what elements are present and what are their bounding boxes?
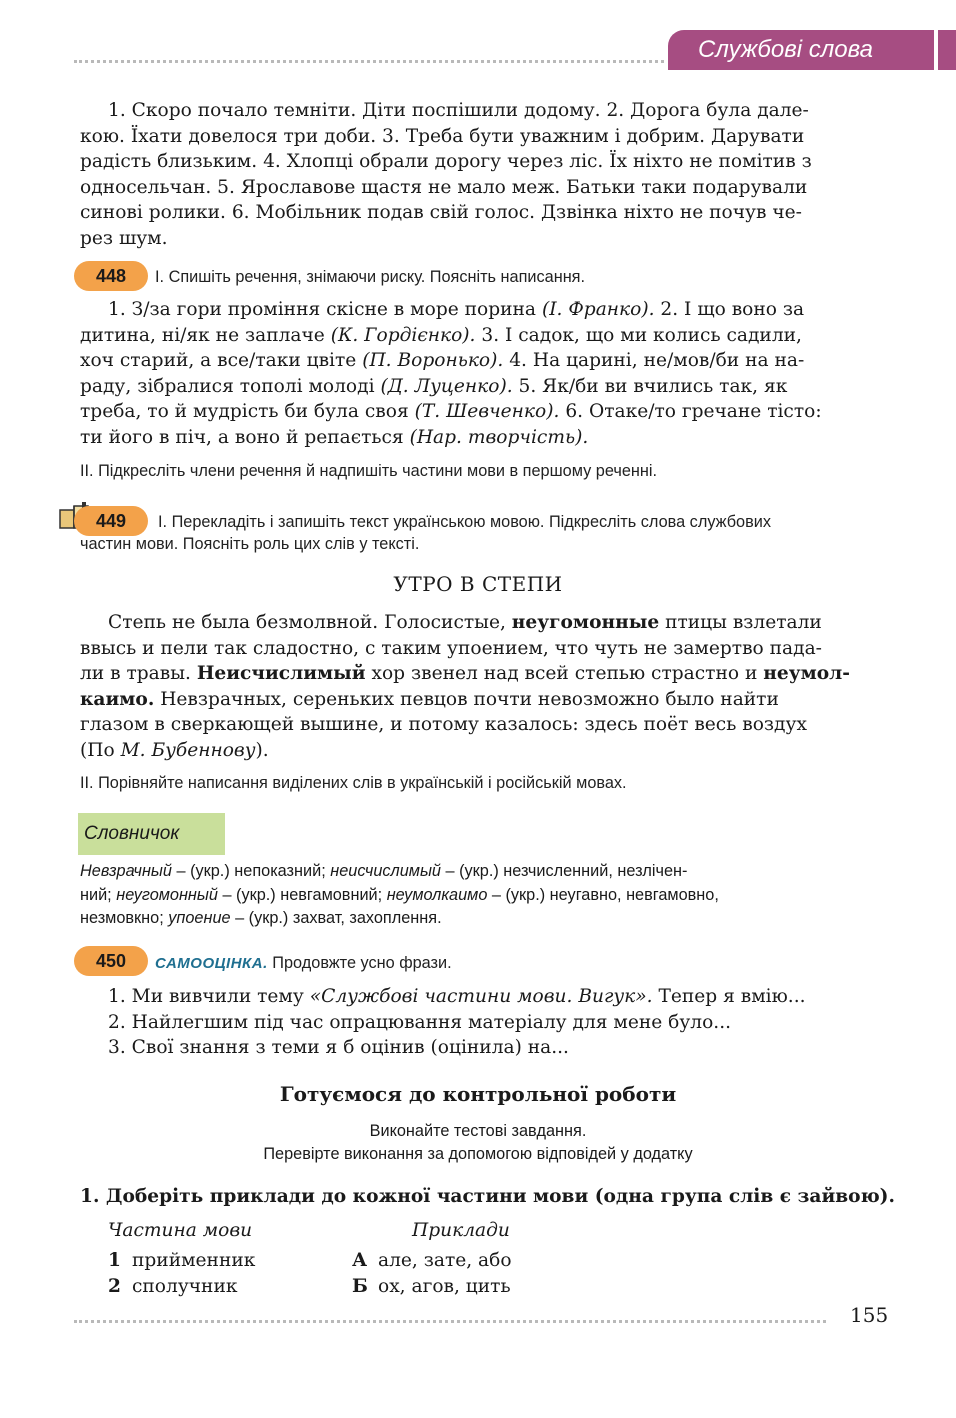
text-line: треба, то й мудрість би була своя (Т. Шевченко). 6. Отаке/то гречане тісто:: [80, 401, 822, 423]
text-line: 1. Ми вивчили тему «Службові частини мови. Вигук». Тепер я вмію...: [108, 986, 806, 1007]
text-line: Степь не была безмолвной. Голосистые, неугомонные птицы взлетали: [108, 612, 822, 633]
exercise-number-badge: 450: [74, 946, 148, 976]
text-line: радість близьким. 4. Хлопці обрали дорогу через ліс. Їх ніхто не помітив з: [80, 151, 812, 173]
text-line: дитина, ні/як не заплаче (К. Гордієнко). 3. І садок, що ми колись садили,: [80, 324, 802, 346]
exercise-number-badge: 448: [74, 261, 148, 291]
examples: але, зате, або: [378, 1250, 512, 1271]
text-line: (По М. Бубеннову).: [80, 739, 269, 761]
text-line: раду, зібралися тополі молоді (Д. Луценко). 5. Як/би ви вчились так, як: [80, 375, 788, 397]
text-line: ти його в піч, а воно й репається (Нар. творчість).: [80, 426, 589, 448]
text-line: 1. З/за гори проміння скісне в море порина (І. Франко). 2. І що воно за: [108, 299, 805, 320]
text-line: глазом в сверкающей вышине, и потому казалось: здесь поёт весь воздух: [80, 714, 807, 736]
vocabulary-text: [80, 860, 873, 931]
exercise-instruction: САМООЦІНКА. Продовжте усно фрази.: [155, 954, 452, 972]
section-heading: Готуємося до контрольної роботи: [279, 1082, 677, 1106]
section-tab: Службові слова: [668, 30, 934, 70]
exercise-instruction: І. Перекладіть і запишіть текст українською мовою. Підкресліть слова службових: [158, 513, 771, 531]
text-line: ввысь и пели так сладостно, с таким упоением, что чуть не замертво пада-: [80, 637, 822, 659]
row-number: 2: [108, 1276, 121, 1297]
vocab-line: Невзрачный – (укр.) непоказний; неисчислимый – (укр.) незчисленний, незлічен-: [80, 862, 688, 880]
part-of-speech: прийменник: [132, 1250, 256, 1271]
examples: ох, агов, цить: [378, 1276, 511, 1297]
answer-letter: А: [352, 1250, 368, 1271]
exercise-instruction: І. Спишіть речення, знімаючи риску. Поясніть написання.: [155, 268, 586, 286]
exercise-448-text: [80, 297, 873, 451]
column-header: Частина мови: [108, 1220, 253, 1241]
exercise-447-text: [80, 98, 873, 252]
text-line: кою. Їхати довелося три доби. 3. Треба бути уважним і добрим. Дарувати: [80, 125, 805, 147]
page-number: 155: [850, 1303, 889, 1327]
section-subtitle: Виконайте тестові завдання.: [369, 1122, 587, 1140]
header-dotted-rule: [74, 60, 664, 63]
exercise-instruction-2: ІІ. Підкресліть члени речення й надпишіть частини мови в першому реченні.: [80, 462, 657, 480]
column-header: Приклади: [412, 1220, 510, 1241]
text-line: 2. Найлегшим під час опрацювання матеріалу для мене було...: [108, 1011, 732, 1033]
exercise-number-badge: 449: [74, 506, 148, 536]
exercise-instruction-2: ІІ. Порівняйте написання виділених слів в українській і російській мовах.: [80, 774, 627, 792]
exercise-449-text: [80, 610, 873, 764]
exercise-instruction: частин мови. Поясніть роль цих слів у тексті.: [80, 535, 420, 553]
answer-letter: Б: [352, 1276, 368, 1297]
text-line: рез шум.: [80, 227, 168, 249]
text-line: 1. Скоро почало темніти. Діти поспішили додому. 2. Дорога була дале-: [108, 100, 809, 121]
table-row: [108, 1250, 808, 1271]
text-line: односельчан. 5. Ярославове щастя не мало меж. Батьки таки подарували: [80, 176, 808, 198]
text-line: каимо. Невзрачных, серeньких певцов почти невозможно было найти: [80, 688, 779, 710]
table-row: [108, 1276, 808, 1297]
text-line: хоч старий, а все/таки цвіте (П. Воронько). 4. На царині, не/мов/би на на-: [80, 350, 805, 372]
row-number: 1: [108, 1250, 121, 1271]
self-assessment-label: САМООЦІНКА.: [155, 955, 268, 972]
text-line: 3. Свої знання з теми я б оцінив (оцінила) на...: [108, 1037, 569, 1059]
footer-dotted-rule: [74, 1320, 826, 1323]
text-title: УТРО В СТЕПИ: [393, 572, 563, 596]
vocab-line: ний; неугомонный – (укр.) невгамовний; неумолкаимо – (укр.) неугавно, невгамовно,: [80, 885, 719, 904]
vocabulary-heading: Словничок: [78, 813, 225, 855]
exercise-450-text: [108, 984, 878, 1061]
text-line: ли в травы. Неисчислимый хор звенел над всей степью страстно и неумол-: [80, 663, 850, 685]
test-question: 1. Доберіть приклади до кожної частини мови (одна група слів є зайвою).: [80, 1186, 895, 1207]
text-line: синові ролики. 6. Мобільник подав свій голос. Дзвінка ніхто не почув че-: [80, 202, 802, 224]
section-tab-edge: [938, 30, 956, 70]
vocab-line: незмовкно; упоение – (укр.) захват, захоплення.: [80, 909, 442, 927]
section-subtitle: Перевірте виконання за допомогою відповідей у додатку: [263, 1145, 693, 1163]
part-of-speech: сполучник: [132, 1276, 238, 1297]
